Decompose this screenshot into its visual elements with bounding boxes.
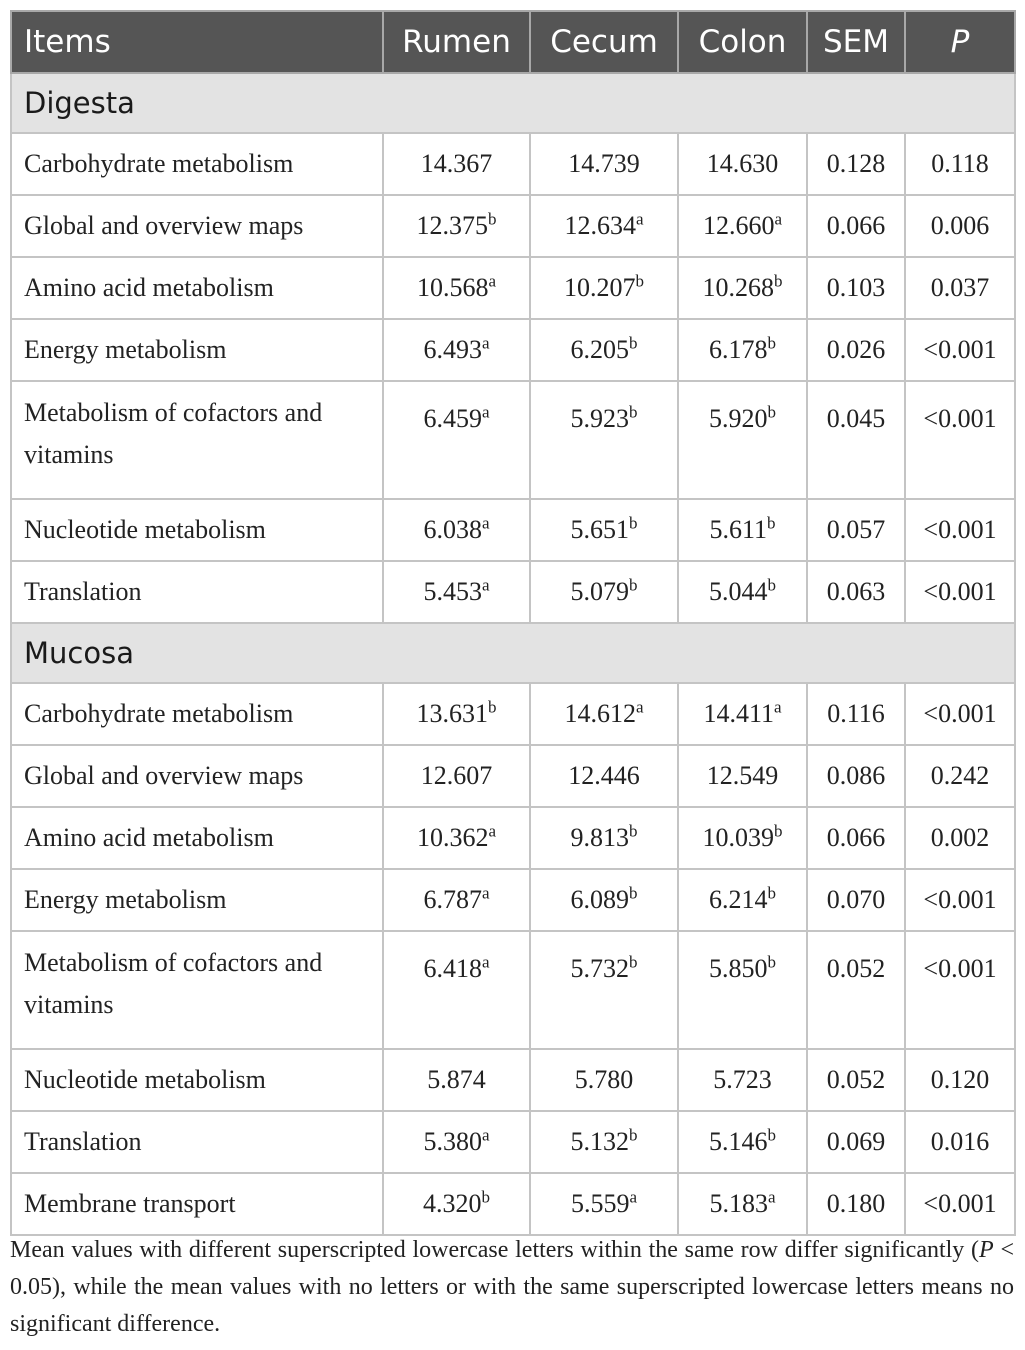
colon-superscript: b	[767, 575, 776, 595]
rumen-value: 12.375	[416, 211, 488, 240]
rumen-cell	[383, 1111, 530, 1173]
cecum-cell	[530, 931, 678, 1049]
table-row	[11, 745, 1015, 807]
colon-value: 5.183	[709, 1189, 768, 1218]
colon-superscript: b	[767, 333, 776, 353]
sem-cell: 0.070	[807, 869, 905, 931]
rumen-value: 13.631	[416, 699, 488, 728]
cecum-cell	[530, 195, 678, 257]
section-title: Mucosa	[11, 623, 1015, 683]
rumen-cell	[383, 745, 530, 807]
cecum-superscript: b	[629, 575, 638, 595]
colon-value: 5.146	[709, 1127, 768, 1156]
section-row	[11, 623, 1015, 683]
rumen-superscript: a	[481, 883, 490, 903]
colon-value: 6.178	[709, 335, 768, 364]
p-cell: 0.118	[905, 133, 1015, 195]
item-cell: Translation	[11, 561, 383, 623]
colon-cell	[678, 381, 807, 499]
rumen-value: 10.568	[416, 273, 489, 302]
rumen-cell	[383, 257, 530, 319]
rumen-value: 5.453	[423, 577, 482, 606]
sem-cell: 0.128	[807, 133, 905, 195]
colon-value: 5.920	[709, 404, 768, 433]
rumen-superscript: b	[488, 209, 497, 229]
colon-value: 5.850	[709, 954, 768, 983]
cecum-cell	[530, 745, 678, 807]
rumen-cell	[383, 195, 530, 257]
table-row	[11, 807, 1015, 869]
colon-value: 12.660	[702, 211, 775, 240]
cecum-superscript: b	[629, 333, 638, 353]
header-rumen: Rumen	[383, 11, 530, 73]
header-colon: Colon	[678, 11, 807, 73]
cecum-cell	[530, 133, 678, 195]
colon-value: 14.411	[703, 699, 774, 728]
cecum-value: 5.732	[570, 954, 629, 983]
rumen-cell	[383, 1049, 530, 1111]
p-cell: 0.120	[905, 1049, 1015, 1111]
cecum-value: 5.132	[570, 1127, 629, 1156]
p-cell: 0.006	[905, 195, 1015, 257]
sem-cell: 0.026	[807, 319, 905, 381]
cecum-value: 5.651	[570, 515, 629, 544]
table-row	[11, 195, 1015, 257]
table-header-row	[11, 11, 1015, 73]
rumen-value: 14.367	[420, 149, 493, 178]
cecum-cell	[530, 257, 678, 319]
colon-cell	[678, 1049, 807, 1111]
footnote-text-2: < 0.05), while the mean values with no letters or with the same superscripted lowercase letters means no significant difference.	[10, 1237, 1014, 1337]
item-cell: Energy metabolism	[11, 319, 383, 381]
colon-value: 5.044	[709, 577, 768, 606]
item-cell: Carbohydrate metabolism	[11, 133, 383, 195]
sem-cell: 0.063	[807, 561, 905, 623]
cecum-value: 9.813	[570, 823, 629, 852]
cecum-superscript: b	[629, 821, 638, 841]
colon-superscript: b	[767, 402, 776, 422]
p-cell: <0.001	[905, 499, 1015, 561]
colon-value: 10.268	[702, 273, 774, 302]
colon-cell	[678, 807, 807, 869]
sem-cell: 0.045	[807, 381, 905, 499]
colon-value: 10.039	[702, 823, 774, 852]
table-row	[11, 499, 1015, 561]
item-cell: Amino acid metabolism	[11, 257, 383, 319]
sem-cell: 0.116	[807, 683, 905, 745]
item-cell: Nucleotide metabolism	[11, 1049, 383, 1111]
cecum-cell	[530, 319, 678, 381]
table-footnote	[10, 1232, 1014, 1343]
item-cell: Global and overview maps	[11, 195, 383, 257]
colon-cell	[678, 1173, 807, 1235]
cecum-cell	[530, 683, 678, 745]
sem-cell: 0.066	[807, 195, 905, 257]
table-row	[11, 257, 1015, 319]
cecum-superscript: a	[635, 209, 644, 229]
footnote-p-symbol: P	[979, 1237, 994, 1263]
sem-cell: 0.180	[807, 1173, 905, 1235]
cecum-superscript: b	[629, 402, 638, 422]
colon-cell	[678, 683, 807, 745]
cecum-value: 14.612	[564, 699, 636, 728]
rumen-superscript: a	[481, 402, 490, 422]
cecum-superscript: b	[629, 513, 638, 533]
cecum-superscript: b	[635, 271, 644, 291]
rumen-value: 6.787	[423, 885, 482, 914]
cecum-superscript: a	[635, 697, 644, 717]
rumen-value: 10.362	[416, 823, 489, 852]
colon-superscript: b	[774, 271, 783, 291]
cecum-cell	[530, 1049, 678, 1111]
rumen-value: 6.418	[423, 954, 482, 983]
item-cell: Translation	[11, 1111, 383, 1173]
table-row	[11, 133, 1015, 195]
cecum-value: 5.079	[570, 577, 629, 606]
rumen-cell	[383, 931, 530, 1049]
cecum-value: 14.739	[568, 149, 640, 178]
colon-superscript: a	[774, 697, 782, 717]
p-cell: 0.002	[905, 807, 1015, 869]
cecum-superscript: b	[629, 883, 638, 903]
rumen-superscript: a	[488, 271, 497, 291]
results-table-container	[10, 10, 1014, 1236]
cecum-superscript: b	[629, 952, 638, 972]
rumen-superscript: a	[481, 952, 490, 972]
header-p: P	[905, 11, 1015, 73]
colon-superscript: a	[774, 209, 783, 229]
sem-cell: 0.103	[807, 257, 905, 319]
rumen-value: 6.493	[423, 335, 482, 364]
colon-cell	[678, 499, 807, 561]
rumen-cell	[383, 319, 530, 381]
cecum-value: 12.446	[568, 761, 640, 790]
rumen-value: 5.380	[423, 1127, 482, 1156]
item-cell: Membrane transport	[11, 1173, 383, 1235]
colon-superscript: b	[767, 513, 776, 533]
item-cell: Global and overview maps	[11, 745, 383, 807]
colon-superscript: b	[774, 821, 783, 841]
rumen-superscript: a	[488, 821, 497, 841]
rumen-value: 5.874	[427, 1065, 486, 1094]
section-row	[11, 73, 1015, 133]
kegg-pathway-table	[10, 10, 1016, 1236]
rumen-superscript: a	[481, 575, 490, 595]
cecum-value: 12.634	[564, 211, 636, 240]
cecum-value: 10.207	[564, 273, 636, 302]
rumen-value: 6.038	[423, 515, 482, 544]
sem-cell: 0.052	[807, 931, 905, 1049]
header-sem: SEM	[807, 11, 905, 73]
item-cell: Metabolism of cofactors and vitamins	[11, 381, 383, 499]
sem-cell: 0.069	[807, 1111, 905, 1173]
p-cell: 0.016	[905, 1111, 1015, 1173]
rumen-cell	[383, 381, 530, 499]
colon-cell	[678, 1111, 807, 1173]
p-cell: <0.001	[905, 931, 1015, 1049]
cecum-cell	[530, 869, 678, 931]
p-cell: <0.001	[905, 319, 1015, 381]
rumen-superscript: a	[481, 333, 490, 353]
cecum-cell	[530, 499, 678, 561]
table-row	[11, 1173, 1015, 1235]
colon-cell	[678, 319, 807, 381]
cecum-value: 5.923	[570, 404, 629, 433]
rumen-cell	[383, 807, 530, 869]
item-cell: Energy metabolism	[11, 869, 383, 931]
table-row	[11, 561, 1015, 623]
colon-cell	[678, 195, 807, 257]
rumen-value: 6.459	[423, 404, 482, 433]
rumen-superscript: a	[481, 513, 490, 533]
footnote-text-1: Mean values with different superscripted lowercase letters within the same row differ significantly (	[10, 1237, 980, 1263]
rumen-cell	[383, 683, 530, 745]
header-cecum: Cecum	[530, 11, 678, 73]
section-title: Digesta	[11, 73, 1015, 133]
rumen-superscript: b	[481, 1187, 490, 1207]
rumen-cell	[383, 1173, 530, 1235]
cecum-superscript: b	[629, 1125, 638, 1145]
p-cell: <0.001	[905, 1173, 1015, 1235]
p-cell: <0.001	[905, 381, 1015, 499]
rumen-value: 4.320	[423, 1189, 482, 1218]
sem-cell: 0.052	[807, 1049, 905, 1111]
item-cell: Carbohydrate metabolism	[11, 683, 383, 745]
cecum-cell	[530, 807, 678, 869]
table-row	[11, 1049, 1015, 1111]
colon-superscript: a	[767, 1187, 776, 1207]
colon-cell	[678, 931, 807, 1049]
table-row	[11, 931, 1015, 1049]
colon-cell	[678, 745, 807, 807]
rumen-superscript: a	[481, 1125, 490, 1145]
table-row	[11, 869, 1015, 931]
cecum-value: 6.205	[570, 335, 629, 364]
colon-cell	[678, 561, 807, 623]
colon-superscript: b	[767, 952, 776, 972]
colon-value: 14.630	[706, 149, 779, 178]
rumen-cell	[383, 869, 530, 931]
rumen-cell	[383, 499, 530, 561]
item-cell: Nucleotide metabolism	[11, 499, 383, 561]
cecum-superscript: a	[629, 1187, 638, 1207]
p-cell: <0.001	[905, 561, 1015, 623]
colon-superscript: b	[767, 1125, 776, 1145]
rumen-superscript: b	[488, 697, 497, 717]
sem-cell: 0.066	[807, 807, 905, 869]
sem-cell: 0.086	[807, 745, 905, 807]
colon-value: 12.549	[706, 761, 779, 790]
colon-value: 6.214	[709, 885, 768, 914]
colon-value: 5.723	[713, 1065, 772, 1094]
cecum-cell	[530, 1111, 678, 1173]
table-row	[11, 1111, 1015, 1173]
item-cell: Metabolism of cofactors and vitamins	[11, 931, 383, 1049]
header-items: Items	[11, 11, 383, 73]
colon-value: 5.611	[709, 515, 768, 544]
colon-cell	[678, 133, 807, 195]
p-cell: <0.001	[905, 683, 1015, 745]
table-row	[11, 683, 1015, 745]
table-row	[11, 319, 1015, 381]
cecum-value: 6.089	[570, 885, 629, 914]
cecum-cell	[530, 1173, 678, 1235]
rumen-cell	[383, 133, 530, 195]
rumen-value: 12.607	[420, 761, 493, 790]
rumen-cell	[383, 561, 530, 623]
colon-superscript: b	[767, 883, 776, 903]
colon-cell	[678, 257, 807, 319]
cecum-cell	[530, 381, 678, 499]
p-cell: <0.001	[905, 869, 1015, 931]
sem-cell: 0.057	[807, 499, 905, 561]
cecum-cell	[530, 561, 678, 623]
p-cell: 0.037	[905, 257, 1015, 319]
item-cell: Amino acid metabolism	[11, 807, 383, 869]
table-row	[11, 381, 1015, 499]
cecum-value: 5.559	[570, 1189, 630, 1218]
colon-cell	[678, 869, 807, 931]
table-body	[11, 73, 1015, 1235]
cecum-value: 5.780	[574, 1065, 634, 1094]
p-cell: 0.242	[905, 745, 1015, 807]
